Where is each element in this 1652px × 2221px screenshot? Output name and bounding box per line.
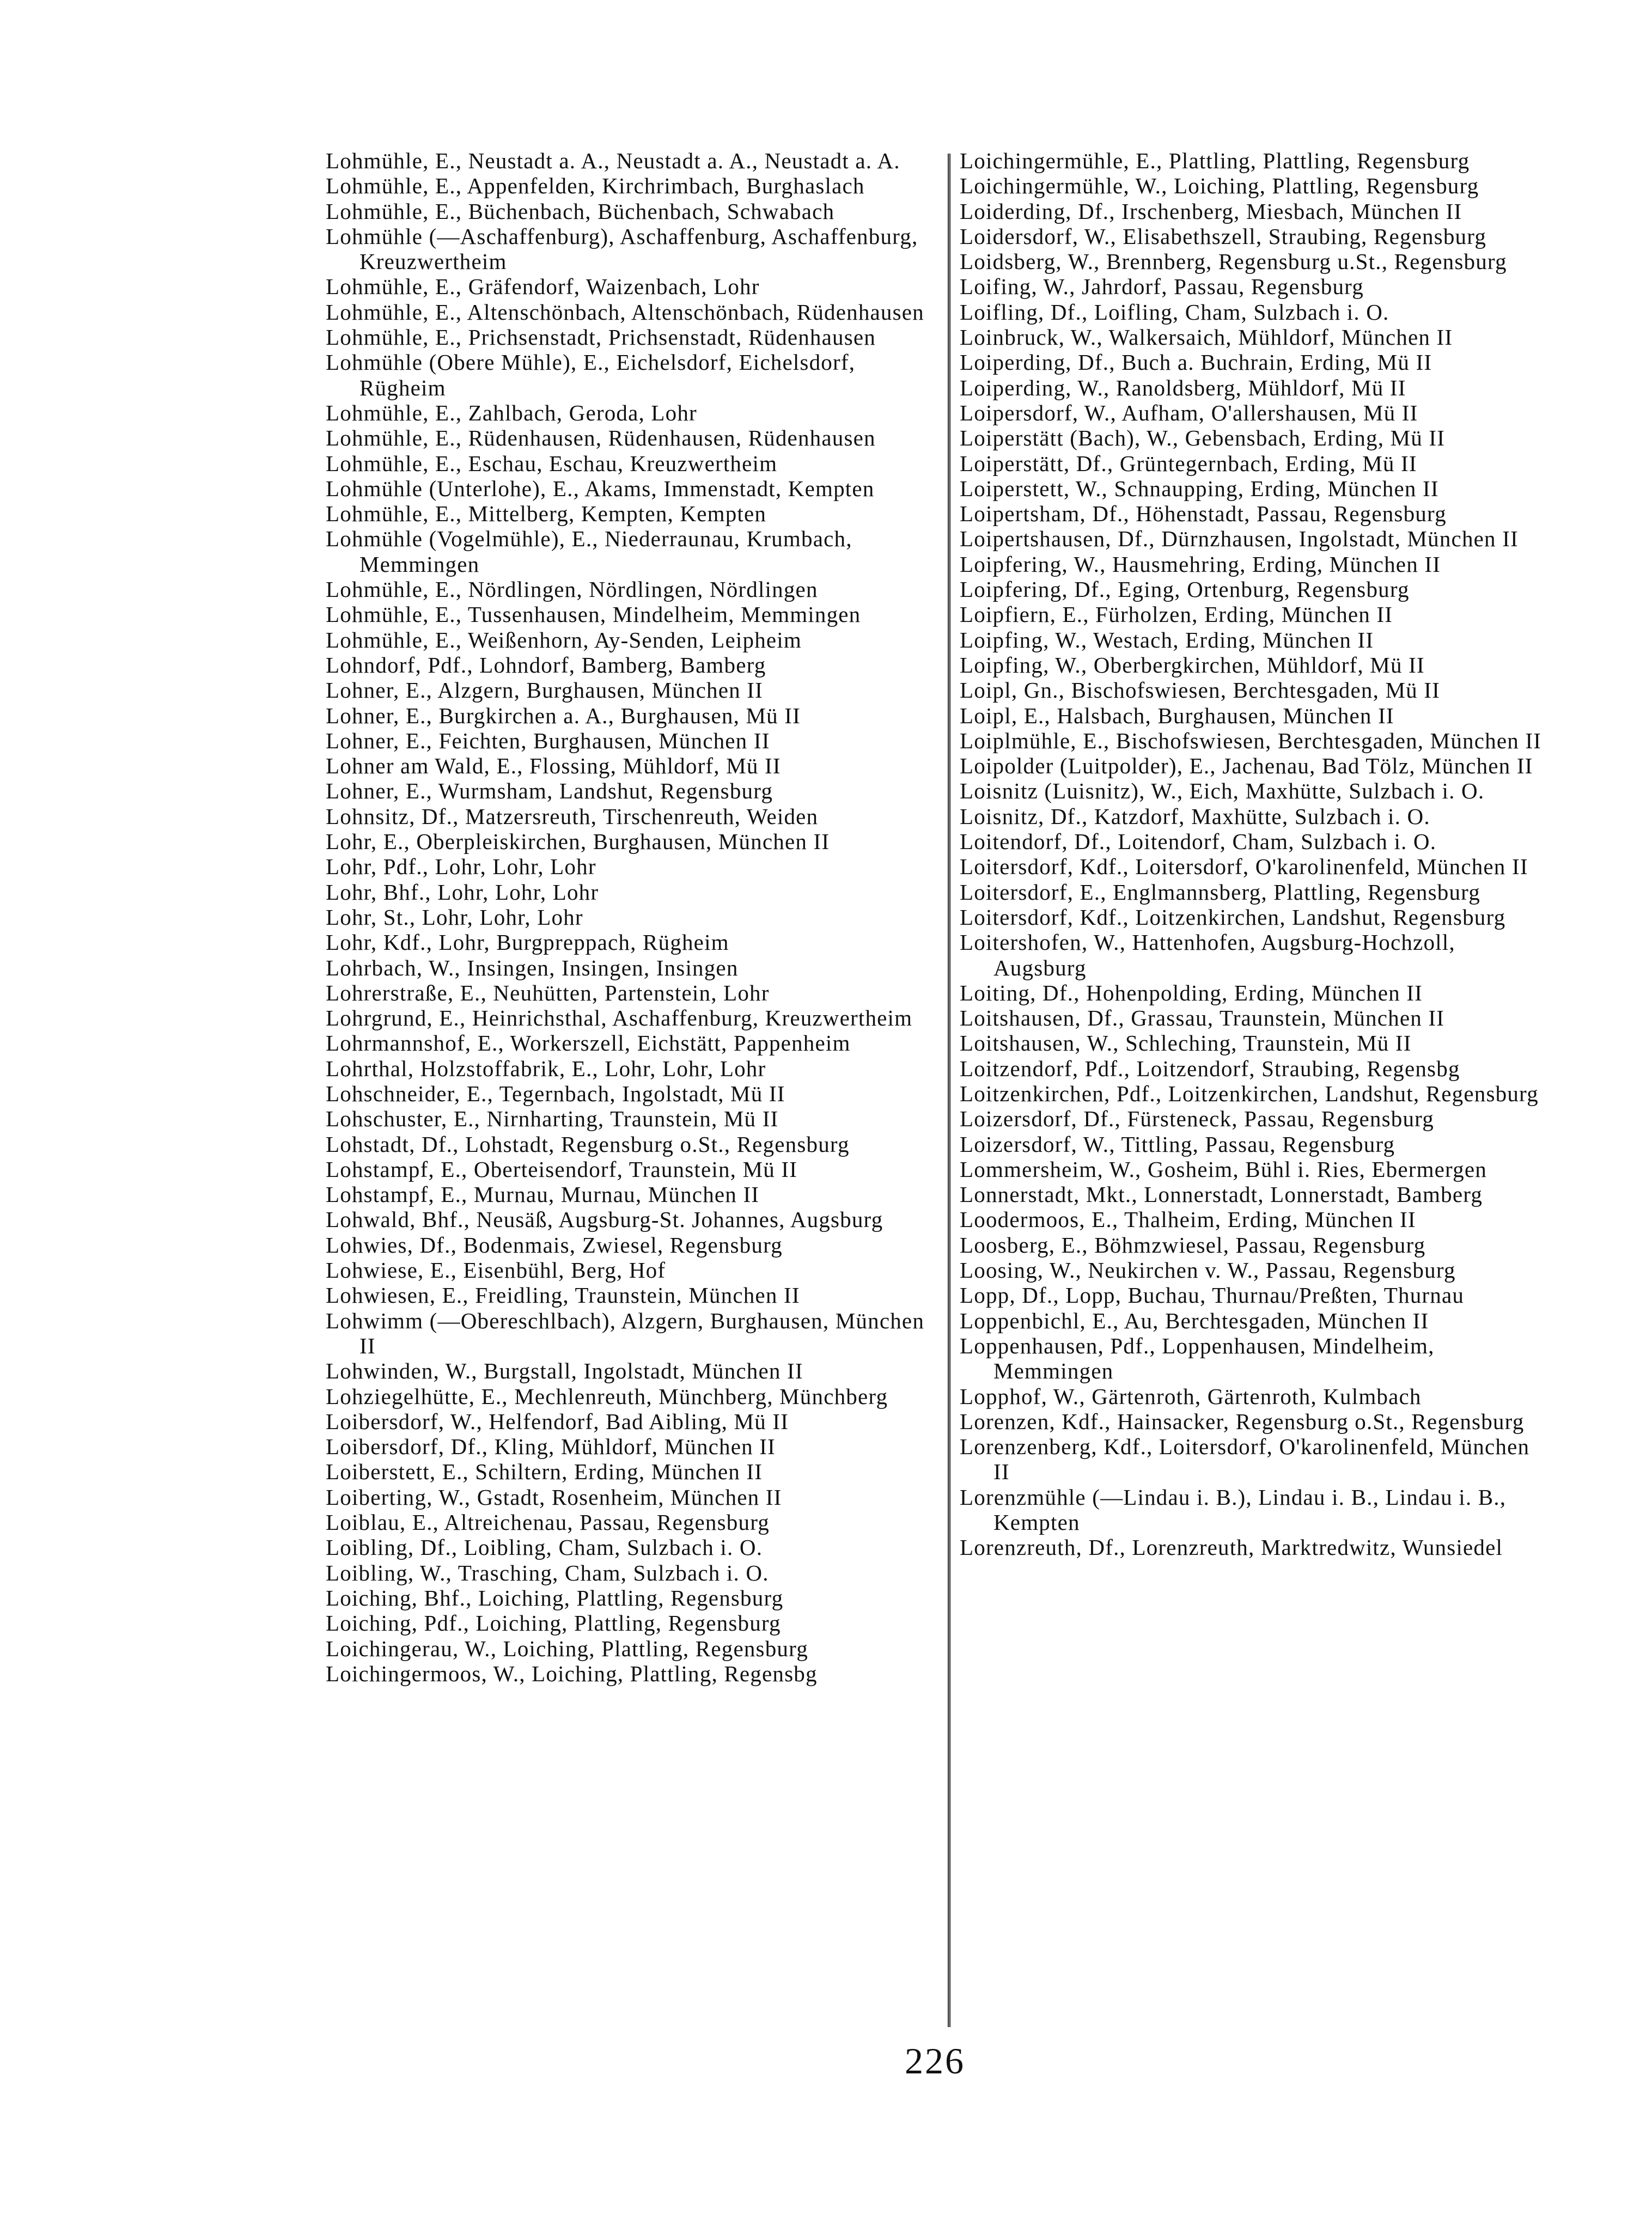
gazetteer-entry: Loiperding, Df., Buch a. Buchrain, Erding, Mü II — [960, 350, 1432, 375]
gazetteer-entry: Lohziegelhütte, E., Mechlenreuth, Münchberg, Münchberg — [326, 1383, 888, 1409]
gazetteer-entry: Loichingermoos, W., Loiching, Plattling, Regensbg — [326, 1661, 818, 1686]
gazetteer-entry: Loitendorf, Df., Loitendorf, Cham, Sulzbach i. O. — [960, 829, 1437, 855]
column-divider — [948, 154, 950, 2027]
gazetteer-entry: Loiperstätt (Bach), W., Gebensbach, Erding, Mü II — [960, 425, 1446, 451]
gazetteer-entry: Lorenzreuth, Df., Lorenzreuth, Marktredwitz, Wunsiedel — [960, 1535, 1503, 1560]
gazetteer-entry: Lohwiese, E., Eisenbühl, Berg, Hof — [326, 1258, 666, 1283]
gazetteer-entry: Lommersheim, W., Gosheim, Bühl i. Ries, Ebermergen — [960, 1156, 1487, 1182]
gazetteer-entry: Loifling, Df., Loifling, Cham, Sulzbach i. O. — [960, 299, 1389, 325]
gazetteer-entry: Loipertsham, Df., Höhenstadt, Passau, Regensburg — [960, 501, 1447, 527]
gazetteer-entry: Lorenzenberg, Kdf., Loitersdorf, O'karolinenfeld, München II — [960, 1434, 1530, 1485]
gazetteer-entry: Lohstampf, E., Oberteisendorf, Traunstein, Mü II — [326, 1156, 798, 1182]
gazetteer-entry: Loitshausen, Df., Grassau, Traunstein, München II — [960, 1005, 1445, 1031]
gazetteer-entry: Lohrbach, W., Insingen, Insingen, Insingen — [326, 955, 739, 980]
gazetteer-entry: Loiberstett, E., Schiltern, Erding, München II — [326, 1459, 763, 1485]
gazetteer-entry: Loitzendorf, Pdf., Loitzendorf, Straubing, Regensbg — [960, 1055, 1460, 1081]
gazetteer-entry: Lohmühle (Obere Mühle), E., Eichelsdorf, Eichelsdorf, Rügheim — [326, 350, 856, 400]
gazetteer-entry: Lohmühle, E., Appenfelden, Kirchrimbach, Burghaslach — [326, 173, 865, 199]
left-column — [326, 148, 944, 1686]
gazetteer-entry: Loiplmühle, E., Bischofswiesen, Berchtesgaden, München II — [960, 728, 1542, 753]
gazetteer-entry: Lohwiesen, E., Freidling, Traunstein, München II — [326, 1283, 800, 1308]
gazetteer-entry: Lohmühle, E., Neustadt a. A., Neustadt a. A., Neustadt a. A. — [326, 148, 900, 173]
gazetteer-entry: Lohwinden, W., Burgstall, Ingolstadt, München II — [326, 1358, 803, 1384]
gazetteer-entry: Loisnitz, Df., Katzdorf, Maxhütte, Sulzbach i. O. — [960, 803, 1430, 829]
gazetteer-entry: Lohrmannshof, E., Workerszell, Eichstätt, Pappenheim — [326, 1030, 851, 1056]
gazetteer-entry: Lopp, Df., Lopp, Buchau, Thurnau/Preßten, Thurnau — [960, 1283, 1465, 1308]
gazetteer-entry: Loidsberg, W., Brennberg, Regensburg u.St., Regensburg — [960, 249, 1507, 274]
gazetteer-entry: Loipfiern, E., Fürholzen, Erding, München II — [960, 602, 1393, 627]
gazetteer-entry: Lohmühle, E., Eschau, Eschau, Kreuzwertheim — [326, 450, 778, 476]
gazetteer-entry: Lohwimm (—Obereschlbach), Alzgern, Burghausen, München II — [326, 1308, 925, 1358]
gazetteer-entry: Lorenzen, Kdf., Hainsacker, Regensburg o.St., Regensburg — [960, 1408, 1525, 1434]
gazetteer-entry: Lohmühle, E., Mittelberg, Kempten, Kempten — [326, 501, 767, 527]
gazetteer-entry: Loiblau, E., Altreichenau, Passau, Regensburg — [326, 1510, 770, 1535]
gazetteer-entry: Loibling, W., Trasching, Cham, Sulzbach i. O. — [326, 1560, 769, 1585]
gazetteer-entry: Loipfing, W., Oberbergkirchen, Mühldorf, Mü II — [960, 652, 1425, 678]
gazetteer-entry: Lohschuster, E., Nirnharting, Traunstein, Mü II — [326, 1106, 779, 1132]
gazetteer-entry: Lohmühle (Unterlohe), E., Akams, Immenstadt, Kempten — [326, 475, 875, 501]
gazetteer-entry: Lohschneider, E., Tegernbach, Ingolstadt, Mü II — [326, 1081, 785, 1106]
gazetteer-entry: Lohmühle, E., Büchenbach, Büchenbach, Schwabach — [326, 198, 835, 224]
gazetteer-entry: Loiching, Bhf., Loiching, Plattling, Regensburg — [326, 1585, 784, 1610]
gazetteer-entry: Lohwies, Df., Bodenmais, Zwiesel, Regensburg — [326, 1232, 783, 1258]
gazetteer-entry: Loosing, W., Neukirchen v. W., Passau, Regensburg — [960, 1258, 1456, 1283]
gazetteer-entry: Lohr, Bhf., Lohr, Lohr, Lohr — [326, 879, 599, 905]
gazetteer-entry: Lohner am Wald, E., Flossing, Mühldorf, Mü II — [326, 753, 781, 779]
gazetteer-entry: Lohner, E., Feichten, Burghausen, München II — [326, 728, 770, 753]
gazetteer-entry: Lohr, E., Oberpleiskirchen, Burghausen, München II — [326, 829, 830, 855]
gazetteer-entry: Loipfering, Df., Eging, Ortenburg, Regensburg — [960, 577, 1410, 602]
gazetteer-entry: Loipersdorf, W., Aufham, O'allershausen, Mü II — [960, 400, 1418, 425]
gazetteer-entry: Loiberting, W., Gstadt, Rosenheim, München II — [326, 1484, 782, 1510]
gazetteer-entry: Loibling, Df., Loibling, Cham, Sulzbach i. O. — [326, 1535, 763, 1560]
gazetteer-entry: Loiting, Df., Hohenpolding, Erding, München II — [960, 980, 1423, 1005]
gazetteer-entry: Loipl, E., Halsbach, Burghausen, München II — [960, 703, 1394, 728]
gazetteer-entry: Lohmühle, E., Weißenhorn, Ay-Senden, Leipheim — [326, 627, 802, 652]
gazetteer-entry: Lohmühle, E., Nördlingen, Nördlingen, Nördlingen — [326, 577, 818, 602]
gazetteer-entry: Lohrerstraße, E., Neuhütten, Partenstein, Lohr — [326, 980, 770, 1005]
gazetteer-entry: Loibersdorf, Df., Kling, Mühldorf, München II — [326, 1434, 776, 1460]
gazetteer-entry: Loipolder (Luitpolder), E., Jachenau, Bad Tölz, München II — [960, 753, 1533, 779]
gazetteer-entry: Lohmühle (—Aschaffenburg), Aschaffenburg, Aschaffenburg, Kreuzwertheim — [326, 223, 918, 274]
gazetteer-entry: Loibersdorf, W., Helfendorf, Bad Aibling, Mü II — [326, 1408, 789, 1434]
gazetteer-entry: Lohr, Pdf., Lohr, Lohr, Lohr — [326, 854, 596, 880]
gazetteer-entry: Loitshausen, W., Schleching, Traunstein, Mü II — [960, 1030, 1412, 1056]
gazetteer-entry: Loiperstätt, Df., Grüntegernbach, Erding, Mü II — [960, 450, 1417, 476]
gazetteer-entry: Loinbruck, W., Walkersaich, Mühldorf, München II — [960, 325, 1453, 350]
gazetteer-entry: Loizersdorf, W., Tittling, Passau, Regensburg — [960, 1131, 1395, 1157]
gazetteer-entry: Loichingerau, W., Loiching, Plattling, Regensburg — [326, 1636, 808, 1661]
gazetteer-entry: Loiderding, Df., Irschenberg, Miesbach, München II — [960, 198, 1462, 224]
gazetteer-entry: Loitershofen, W., Hattenhofen, Augsburg-Hochzoll, Augsburg — [960, 930, 1455, 980]
gazetteer-entry: Lohmühle, E., Altenschönbach, Altenschönbach, Rüdenhausen — [326, 299, 924, 325]
gazetteer-entry: Loipfing, W., Westach, Erding, München II — [960, 627, 1374, 652]
gazetteer-entry: Lohrthal, Holzstoffabrik, E., Lohr, Lohr, Lohr — [326, 1055, 766, 1081]
gazetteer-entry: Lohner, E., Alzgern, Burghausen, München II — [326, 678, 763, 703]
gazetteer-entry: Lohmühle (Vogelmühle), E., Niederraunau, Krumbach, Memmingen — [326, 526, 852, 577]
gazetteer-entry: Loosberg, E., Böhmzwiesel, Passau, Regensburg — [960, 1232, 1426, 1258]
gazetteer-entry: Loipfering, W., Hausmehring, Erding, München II — [960, 551, 1441, 577]
gazetteer-entry: Lohr, Kdf., Lohr, Burgpreppach, Rügheim — [326, 930, 729, 955]
gazetteer-entry: Lohstadt, Df., Lohstadt, Regensburg o.St., Regensburg — [326, 1131, 850, 1157]
gazetteer-entry: Lohwald, Bhf., Neusäß, Augsburg-St. Johannes, Augsburg — [326, 1207, 883, 1232]
gazetteer-entry: Loipertshausen, Df., Dürnzhausen, Ingolstadt, München II — [960, 526, 1519, 552]
gazetteer-entry: Loifing, W., Jahrdorf, Passau, Regensburg — [960, 274, 1364, 300]
gazetteer-entry: Loisnitz (Luisnitz), W., Eich, Maxhütte, Sulzbach i. O. — [960, 778, 1485, 804]
gazetteer-entry: Lohr, St., Lohr, Lohr, Lohr — [326, 904, 583, 930]
gazetteer-entry: Lohmühle, E., Rüdenhausen, Rüdenhausen, Rüdenhausen — [326, 425, 876, 451]
gazetteer-entry: Lohmühle, E., Zahlbach, Geroda, Lohr — [326, 400, 697, 425]
gazetteer-entry: Loitersdorf, E., Englmannsberg, Plattling, Regensburg — [960, 879, 1480, 905]
gazetteer-entry: Loppenbichl, E., Au, Berchtesgaden, München II — [960, 1308, 1429, 1333]
gazetteer-entry: Lonnerstadt, Mkt., Lonnerstadt, Lonnerstadt, Bamberg — [960, 1182, 1483, 1207]
gazetteer-entry: Lohstampf, E., Murnau, Murnau, München II — [326, 1182, 760, 1207]
page-number: 226 — [905, 2040, 965, 2082]
gazetteer-entry: Loiching, Pdf., Loiching, Plattling, Regensburg — [326, 1610, 781, 1636]
gazetteer-entry: Lohmühle, E., Prichsenstadt, Prichsenstadt, Rüdenhausen — [326, 325, 876, 350]
gazetteer-entry: Lohndorf, Pdf., Lohndorf, Bamberg, Bamberg — [326, 652, 766, 678]
gazetteer-entry: Loidersdorf, W., Elisabethszell, Straubing, Regensburg — [960, 223, 1487, 249]
gazetteer-entry: Loichingermühle, W., Loiching, Plattling, Regensburg — [960, 173, 1479, 199]
gazetteer-entry: Loipl, Gn., Bischofswiesen, Berchtesgaden, Mü II — [960, 678, 1440, 703]
gazetteer-entry: Lohrgrund, E., Heinrichsthal, Aschaffenburg, Kreuzwertheim — [326, 1005, 913, 1031]
gazetteer-entry: Loichingermühle, E., Plattling, Plattling, Regensburg — [960, 148, 1470, 173]
gazetteer-entry: Lorenzmühle (—Lindau i. B.), Lindau i. B., Lindau i. B., Kempten — [960, 1484, 1507, 1535]
gazetteer-entry: Lopphof, W., Gärtenroth, Gärtenroth, Kulmbach — [960, 1383, 1422, 1409]
gazetteer-entry: Lohner, E., Wurmsham, Landshut, Regensburg — [326, 778, 773, 804]
gazetteer-entry: Loiperstett, W., Schnaupping, Erding, München II — [960, 475, 1439, 501]
gazetteer-entry: Loodermoos, E., Thalheim, Erding, München II — [960, 1207, 1416, 1232]
gazetteer-entry: Loitersdorf, Kdf., Loitzenkirchen, Landshut, Regensburg — [960, 904, 1506, 930]
right-column — [960, 148, 1545, 1560]
gazetteer-entry: Loitersdorf, Kdf., Loitersdorf, O'karolinenfeld, München II — [960, 854, 1528, 880]
gazetteer-entry: Loiperding, W., Ranoldsberg, Mühldorf, Mü II — [960, 375, 1406, 400]
gazetteer-entry: Lohmühle, E., Gräfendorf, Waizenbach, Lohr — [326, 274, 760, 300]
gazetteer-entry: Loizersdorf, Df., Fürsteneck, Passau, Regensburg — [960, 1106, 1434, 1132]
gazetteer-entry: Lohmühle, E., Tussenhausen, Mindelheim, Memmingen — [326, 602, 861, 627]
gazetteer-entry: Loppenhausen, Pdf., Loppenhausen, Mindelheim, Memmingen — [960, 1333, 1435, 1384]
gazetteer-entry: Loitzenkirchen, Pdf., Loitzenkirchen, Landshut, Regensburg — [960, 1081, 1539, 1106]
gazetteer-entry: Lohner, E., Burgkirchen a. A., Burghausen, Mü II — [326, 703, 801, 728]
gazetteer-entry: Lohnsitz, Df., Matzersreuth, Tirschenreuth, Weiden — [326, 803, 819, 829]
